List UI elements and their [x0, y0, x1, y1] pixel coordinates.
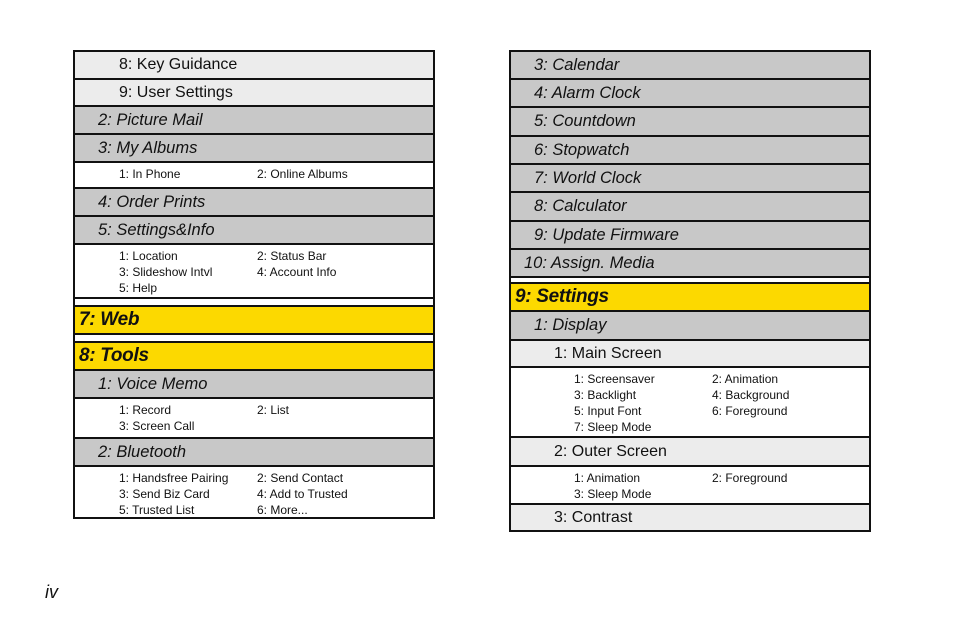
submenu-option: 1: In Phone	[119, 167, 181, 181]
submenu-option: 2: List	[257, 403, 290, 417]
menu-item-label: 8: Calculator	[534, 197, 627, 215]
menu-item-label: 5: Settings&Info	[98, 220, 215, 239]
section-spacer	[73, 297, 435, 305]
menu-item	[509, 503, 871, 532]
submenu-option: 6: Foreground	[712, 404, 788, 418]
section-heading	[73, 305, 435, 333]
menu-item	[73, 50, 435, 78]
submenu-option: 6: More...	[257, 503, 308, 517]
submenu-option: 1: Handsfree Pairing	[119, 471, 229, 485]
submenu-option: 3: Sleep Mode	[574, 487, 652, 501]
submenu-option: 1: Location	[119, 249, 178, 263]
submenu-option: 2: Online Albums	[257, 167, 348, 181]
menu-item-label: 7: World Clock	[534, 168, 642, 187]
section-heading-label: 9: Settings	[515, 286, 609, 307]
menu-item-label: 4: Alarm Clock	[534, 83, 641, 102]
submenu-option: 3: Slideshow Intvl	[119, 265, 213, 279]
page-number: iv	[45, 582, 58, 602]
menu-item	[73, 215, 435, 243]
submenu-option: 7: Sleep Mode	[574, 420, 652, 434]
menu-item	[73, 187, 435, 215]
submenu-option: 5: Help	[119, 281, 158, 295]
menu-item-label: 3: Contrast	[554, 508, 633, 526]
submenu-options	[73, 243, 435, 297]
submenu-option: 4: Background	[712, 388, 790, 402]
menu-item	[509, 220, 871, 248]
menu-item	[509, 339, 871, 366]
menu-item-label: 1: Main Screen	[554, 344, 662, 362]
menu-item-label: 1: Voice Memo	[98, 374, 208, 393]
submenu-option: 4: Add to Trusted	[257, 487, 348, 501]
submenu-options	[509, 366, 871, 436]
submenu-option: 3: Screen Call	[119, 419, 195, 433]
submenu-option: 2: Status Bar	[257, 249, 327, 263]
submenu-options	[509, 465, 871, 503]
submenu-option: 4: Account Info	[257, 265, 337, 279]
section-heading	[509, 282, 871, 310]
section-heading-label: 8: Tools	[79, 345, 149, 366]
menu-item	[73, 78, 435, 105]
menu-item-label: 8: Key Guidance	[119, 56, 238, 73]
submenu-options	[73, 465, 435, 519]
submenu-option: 1: Record	[119, 403, 172, 417]
menu-item	[73, 105, 435, 133]
submenu-option: 3: Backlight	[574, 388, 637, 402]
menu-item	[73, 369, 435, 397]
menu-item	[73, 133, 435, 161]
menu-item-label: 10: Assign. Media	[524, 253, 655, 272]
menu-item	[509, 78, 871, 106]
menu-item	[509, 191, 871, 220]
submenu-options	[73, 161, 435, 187]
menu-item	[509, 436, 871, 465]
submenu-option: 3: Send Biz Card	[119, 487, 210, 501]
submenu-option: 1: Screensaver	[574, 372, 655, 386]
submenu-option: 1: Animation	[574, 471, 641, 485]
menu-item	[509, 163, 871, 191]
menu-item	[509, 106, 871, 135]
menu-item-label: 3: My Albums	[98, 138, 198, 157]
menu-item	[509, 135, 871, 163]
menu-item-label: 3: Calendar	[534, 55, 620, 74]
menu-item	[509, 50, 871, 78]
menu-item-label: 9: User Settings	[119, 83, 233, 101]
right-menu-column	[509, 50, 871, 532]
section-spacer	[73, 333, 435, 341]
submenu-option: 2: Foreground	[712, 471, 788, 485]
submenu-option: 5: Input Font	[574, 404, 642, 418]
menu-item-label: 5: Countdown	[534, 112, 636, 130]
submenu-option: 2: Animation	[712, 372, 779, 386]
section-heading	[73, 341, 435, 369]
menu-item-label: 2: Picture Mail	[98, 110, 203, 129]
submenu-options	[73, 397, 435, 437]
menu-item	[509, 310, 871, 339]
menu-item	[509, 248, 871, 276]
menu-item-label: 1: Display	[534, 316, 607, 334]
section-heading-label: 7: Web	[79, 309, 140, 330]
left-menu-column	[73, 50, 435, 519]
submenu-option: 2: Send Contact	[257, 471, 344, 485]
menu-item-label: 6: Stopwatch	[534, 140, 630, 159]
menu-item-label: 9: Update Firmware	[534, 225, 679, 244]
submenu-option: 5: Trusted List	[119, 503, 195, 517]
menu-item-label: 2: Outer Screen	[554, 442, 667, 460]
menu-item-label: 4: Order Prints	[98, 192, 206, 211]
menu-item	[73, 437, 435, 465]
menu-item-label: 2: Bluetooth	[98, 442, 187, 461]
